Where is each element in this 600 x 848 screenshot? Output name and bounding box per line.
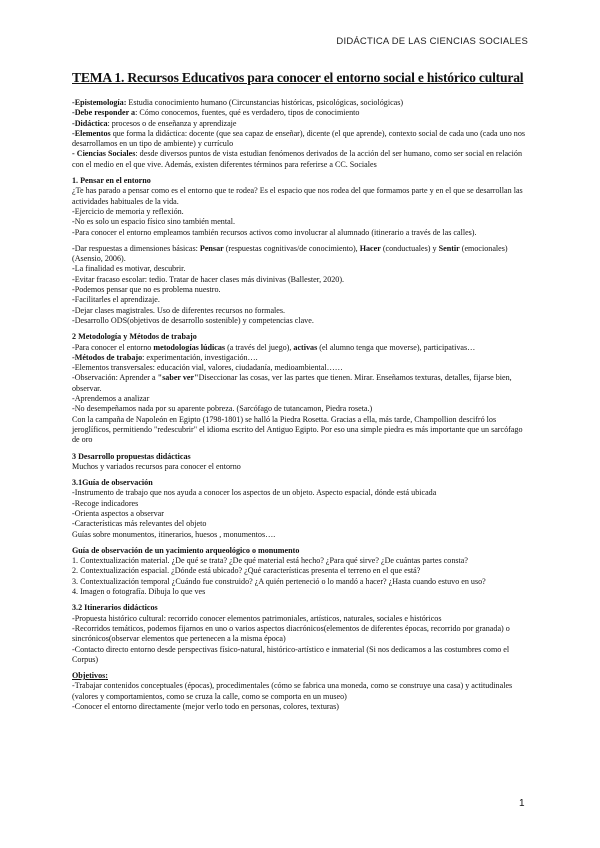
paragraph: -Trabajar contenidos conceptuales (épocas), procedimentales (cómo se fabrica una moneda, como se construye una casa) y actitudinales (valores y comportamientos, como se cruza la calle, como se comporta en un museo) bbox=[72, 681, 513, 701]
text-run: Diseccionar las cosas, ver las partes que tienen. Mirar. Enseñamos texturas, detalles, fijarse bien, observar. bbox=[72, 373, 512, 393]
paragraph bbox=[72, 343, 532, 353]
objectives-label: Objetivos bbox=[72, 671, 106, 681]
paragraph: -Recoge indicadores bbox=[72, 498, 139, 508]
document-body bbox=[72, 98, 532, 712]
paragraph: -Para conocer el entorno empleamos también recursos activos como involucrar al alumnado (itinerario a través de las calles). bbox=[72, 227, 477, 237]
paragraph: Con la campaña de Napoleón en Egipto (1798-1801) se halló la Piedra Rosetta. Gracias a ella, más tarde, Champollion descifró los jeroglíficos, permitiendo "redescubrir" el idioma escrito del Antiguo Egipto. Por eso una simple piedra es más importante que un sarcófago de oro bbox=[72, 414, 523, 445]
text-run: (a través del juego), bbox=[225, 342, 294, 352]
section-heading: 3.2 Itinerarios didácticos bbox=[72, 603, 158, 613]
paragraph: ¿Te has parado a pensar como es el entorno que te rodea? Es el espacio que nos rodea del que formamos parte y en el que se desarrollan las actividades habituales de la vida. bbox=[72, 186, 523, 206]
paragraph: -Ejercicio de memoria y reflexión. bbox=[72, 206, 184, 216]
paragraph: -Propuesta histórico cultural: recorrido conocer elementos patrimoniales, artísticos, naturales, sociales e históricos bbox=[72, 613, 442, 623]
intro-text: : desde diversos puntos de vista estudian fenómenos derivados de la acción del ser humano, como ser social en relación con el medio en el que vive. Además, existen diferentes términos para referirse a CC. Sociales bbox=[72, 149, 522, 169]
intro-line bbox=[72, 149, 532, 170]
page-number: 1 bbox=[519, 798, 525, 809]
intro-block bbox=[72, 98, 532, 170]
paragraph: -Dejar clases magistrales. Uso de diferentes recursos no formales. bbox=[72, 305, 286, 315]
intro-text: : Cómo conocemos, fuentes, qué es verdadero, tipos de conocimiento bbox=[135, 108, 360, 118]
objectives-colon: : bbox=[105, 671, 108, 681]
list-item: 4. Imagen o fotografía. Dibuja lo que ves bbox=[72, 587, 206, 597]
paragraph: -Facilitarles el aprendizaje. bbox=[72, 295, 160, 305]
intro-term: -Epistemología: bbox=[72, 98, 127, 107]
paragraph: -Elementos transversales: educación vial, valores, ciudadanía, medioambiental…… bbox=[72, 363, 343, 373]
intro-text: : procesos o de enseñanza y aprendizaje bbox=[107, 118, 237, 128]
intro-text: Estudia conocimiento humano (Circunstancias históricas, psicológicas, sociológicas) bbox=[126, 98, 404, 107]
page-title: TEMA 1. Recursos Educativos para conocer el entorno social e histórico cultural bbox=[72, 70, 524, 85]
intro-term: - Ciencias Sociales bbox=[72, 149, 136, 159]
list-item: 3. Contextualización temporal ¿Cuándo fue construido? ¿A quién perteneció o lo mandó a hacer? ¿Hasta cuando estuvo en uso? bbox=[72, 576, 486, 586]
paragraph bbox=[72, 353, 532, 363]
bold-term: Sentir bbox=[438, 243, 460, 253]
paragraph: -No desempeñamos nada por su aparente pobreza. (Sarcófago de tutancamon, Piedra roseta.) bbox=[72, 404, 373, 414]
list-item: 1. Contextualización material. ¿De qué se trata? ¿De qué material está hecho? ¿Para qué sirve? ¿De cuántas partes consta? bbox=[72, 556, 468, 566]
text-run: (respuestas cognitivas/de conocimiento), bbox=[223, 243, 360, 253]
paragraph: -Características más relevantes del objeto bbox=[72, 519, 207, 529]
paragraph: -Desarrollo ODS(objetivos de desarrollo sostenible) y competencias clave. bbox=[72, 315, 314, 325]
bold-term: activas bbox=[293, 342, 318, 352]
paragraph: -No es solo un espacio físico sino también mental. bbox=[72, 217, 235, 227]
intro-line bbox=[72, 108, 532, 118]
paragraph: Muchos y variados recursos para conocer el entorno bbox=[72, 461, 241, 471]
bold-term: -Métodos de trabajo bbox=[72, 352, 143, 362]
paragraph: -Orienta aspectos a observar bbox=[72, 508, 164, 518]
paragraph: -Podemos pensar que no es problema nuestro. bbox=[72, 285, 221, 295]
running-header: DIDÁCTICA DE LAS CIENCIAS SOCIALES bbox=[336, 36, 528, 47]
objectives-heading bbox=[72, 671, 532, 681]
paragraph: -Aprendemos a analizar bbox=[72, 394, 150, 404]
section-heading: 3.1Guía de observación bbox=[72, 478, 153, 488]
paragraph bbox=[72, 373, 532, 394]
intro-term: -Elementos bbox=[72, 128, 111, 138]
text-run: : experimentación, investigación…. bbox=[142, 352, 258, 362]
bold-term: "saber ver" bbox=[157, 373, 199, 383]
list-item: 2. Contextualización espacial. ¿Dónde está ubicado? ¿Qué características presenta el terreno en el que está? bbox=[72, 566, 421, 576]
intro-text: que forma la didáctica: docente (que sea capaz de enseñar), dicente (el que aprende), contexto social de cada uno (cada uno nos desarrollamos en un tipo de ambiente) y currículo bbox=[72, 128, 526, 149]
paragraph: -Contacto directo entorno desde perspectivas físico-natural, histórico-artístico e inmaterial (Si nos dedicamos a las costumbres como el Corpus) bbox=[72, 644, 510, 664]
section-heading: 2 Metodología y Métodos de trabajo bbox=[72, 332, 197, 342]
paragraph: -Conocer el entorno directamente (mejor verlo todo en personas, colores, texturas) bbox=[72, 702, 339, 712]
text-run: -Dar respuestas a dimensiones básicas: bbox=[72, 243, 200, 253]
intro-term: -Didáctica bbox=[72, 118, 108, 128]
text-run: (conductuales) y bbox=[380, 243, 439, 253]
paragraph: -La finalidad es motivar, descubrir. bbox=[72, 264, 186, 274]
text-run: -Para conocer el entorno bbox=[72, 342, 154, 352]
intro-line bbox=[72, 129, 532, 150]
section-heading: Guía de observación de un yacimiento arqueológico o monumento bbox=[72, 545, 300, 555]
section-heading: 3 Desarrollo propuestas didácticas bbox=[72, 451, 191, 461]
text-run: (el alumno tenga que moverse), participativas… bbox=[317, 342, 476, 352]
paragraph bbox=[72, 244, 532, 265]
text-run: (emocionales) (Asensio, 2006). bbox=[72, 243, 508, 264]
paragraph: Guías sobre monumentos, itinerarios, huesos , monumentos…. bbox=[72, 529, 276, 539]
paragraph: -Evitar fracaso escolar: tedio. Tratar de hacer clases más divinivas (Ballester, 2020). bbox=[72, 274, 345, 284]
paragraph: -Instrumento de trabajo que nos ayuda a conocer los aspectos de un objeto. Aspecto espacial, dónde está ubicada bbox=[72, 488, 437, 498]
section-heading: 1. Pensar en el entorno bbox=[72, 176, 151, 186]
intro-line bbox=[72, 98, 532, 108]
text-run: -Observación: Aprender a bbox=[72, 373, 158, 383]
paragraph: -Recorridos temáticos, podemos fijarnos en uno o varios aspectos diacrónicos(elementos de diferentes épocas, recorrido por granada) o sincrónicos(observar elementos que pertenecen a la misma época) bbox=[72, 623, 510, 644]
intro-term: -Debe responder a bbox=[72, 108, 136, 118]
intro-line bbox=[72, 119, 532, 129]
bold-term: metodologías lúdicas bbox=[153, 342, 226, 352]
bold-term: Hacer bbox=[359, 243, 381, 253]
bold-term: Pensar bbox=[199, 243, 224, 253]
